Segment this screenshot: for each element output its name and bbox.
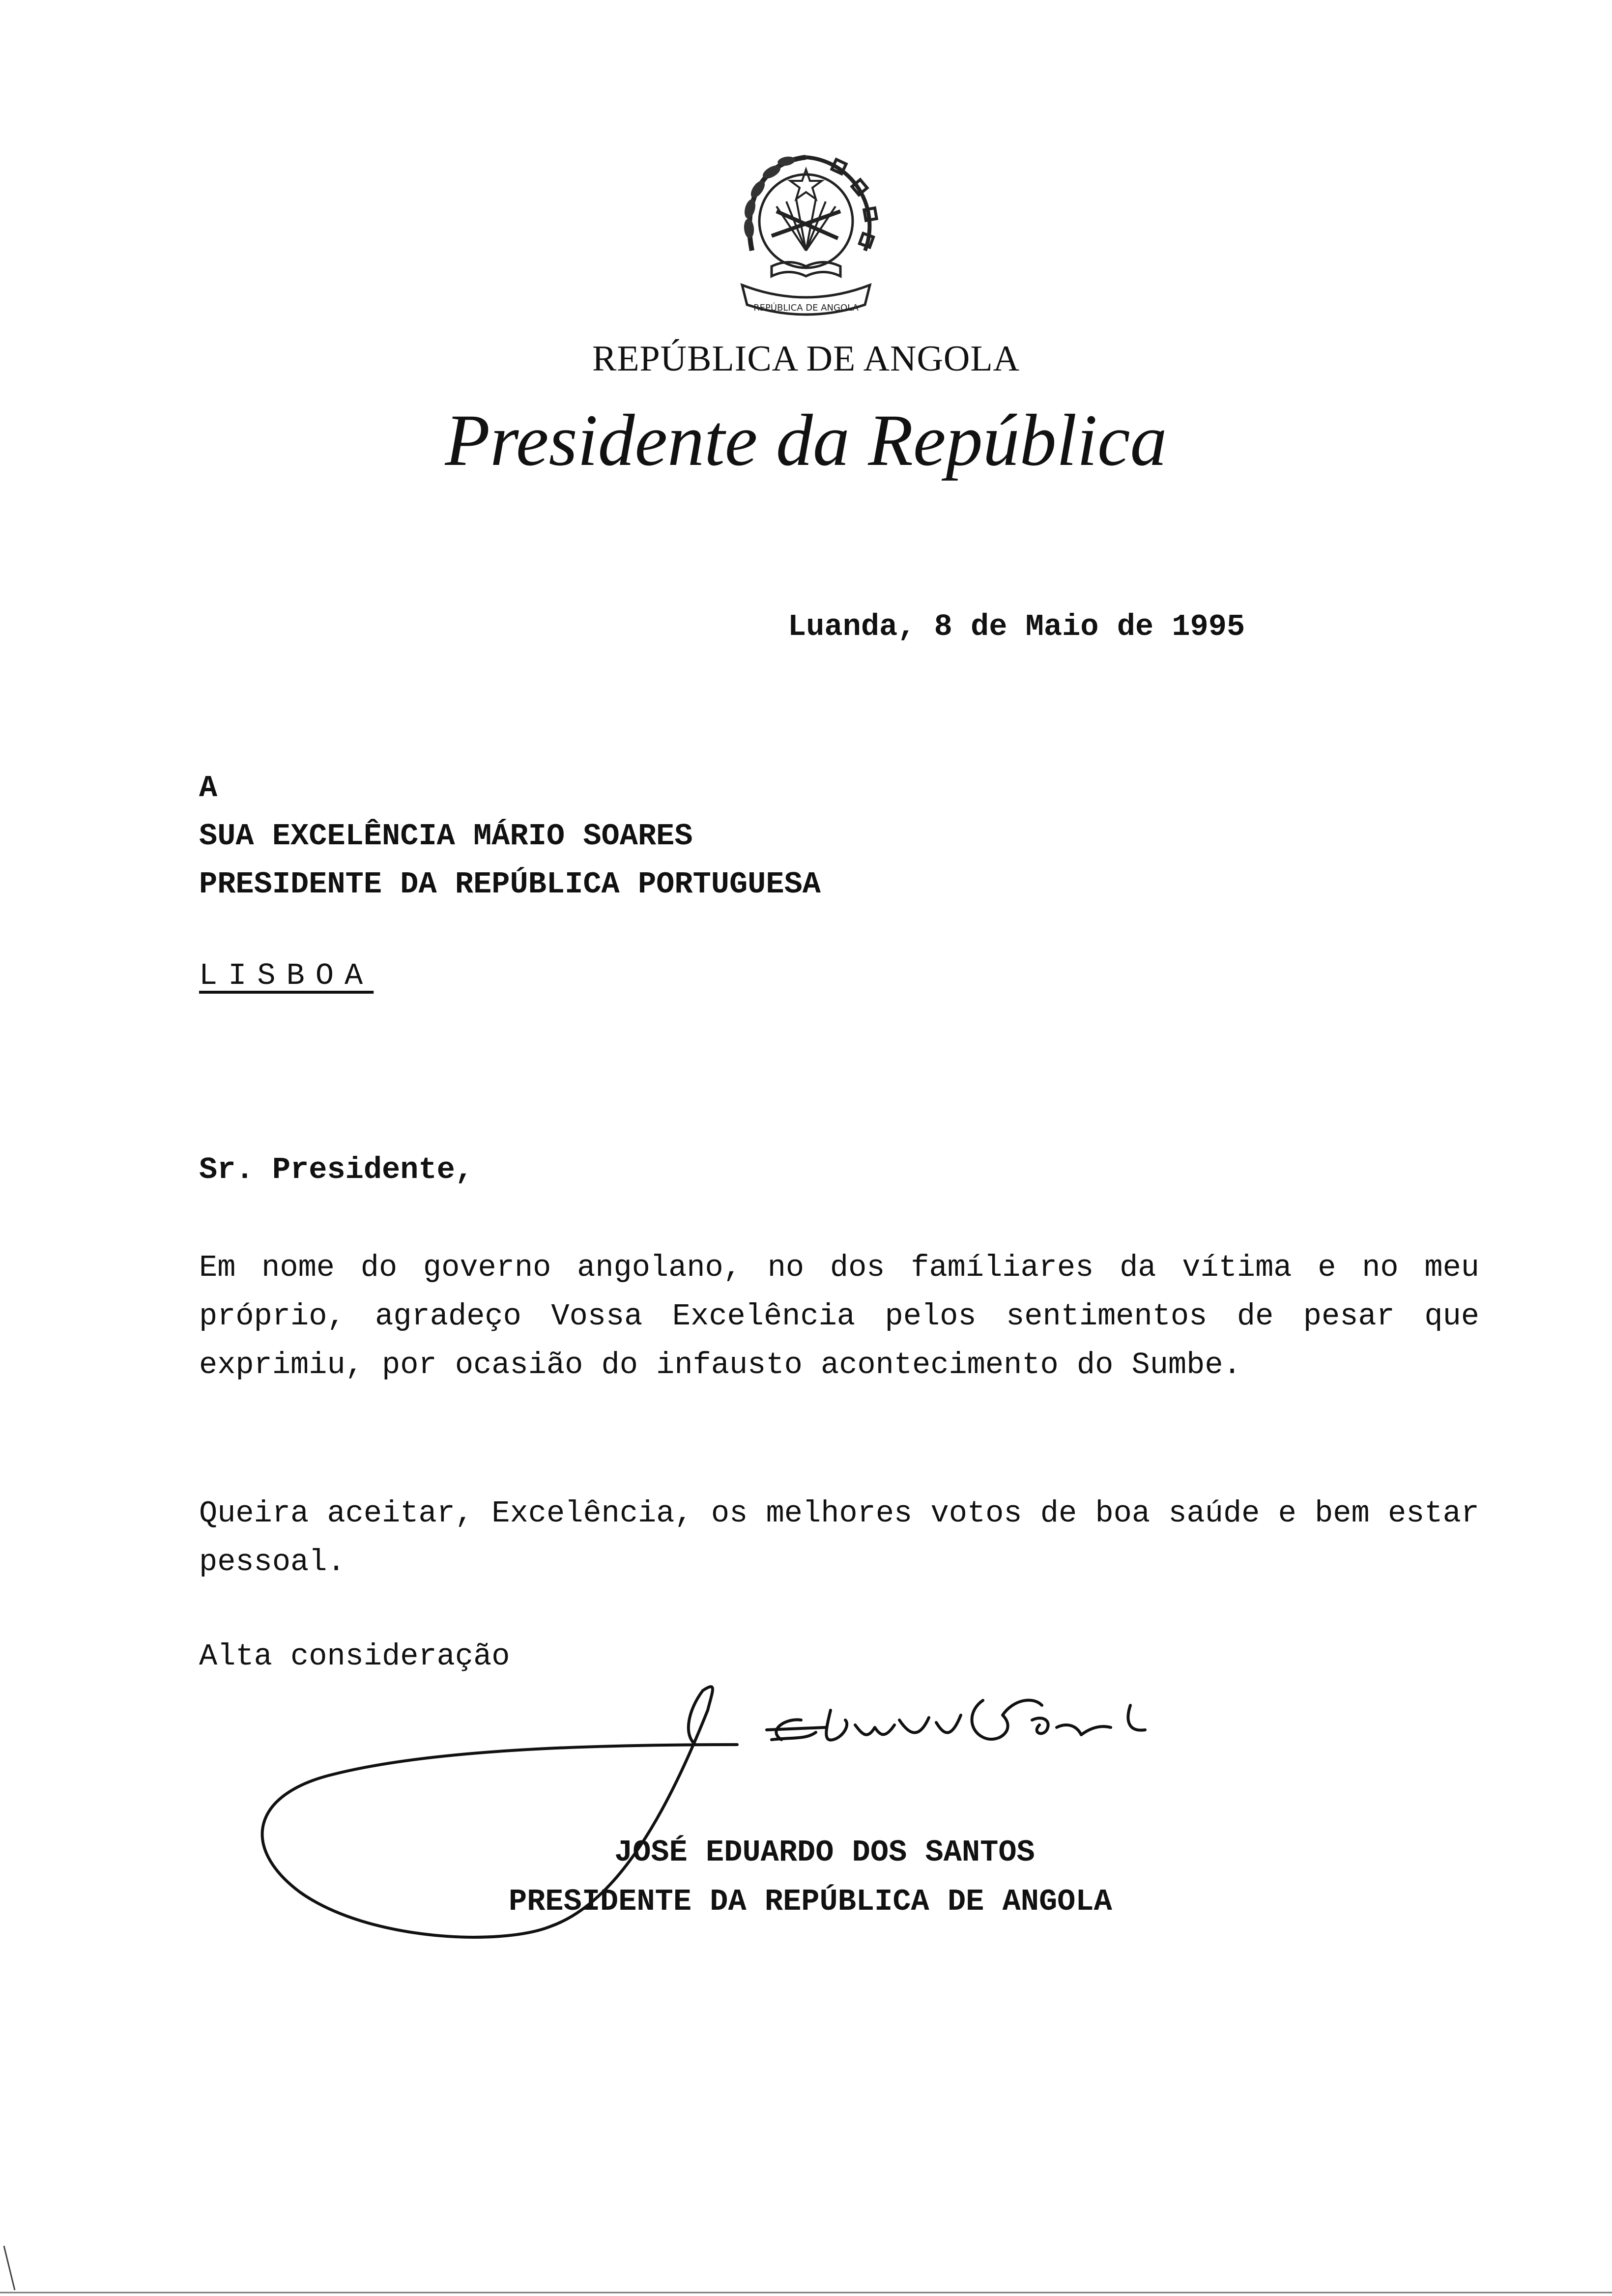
page-edge-scan-artifact [0, 2231, 1612, 2296]
signer-block [509, 1828, 1112, 1926]
closing: Alta consideração [199, 1639, 510, 1674]
angola-coat-of-arms-icon [718, 138, 894, 329]
salutation: Sr. Presidente, [199, 1152, 474, 1187]
body-paragraph-2: Queira aceitar, Excelência, os melhores votos de boa saúde e bem estar pessoal. [199, 1496, 1479, 1579]
country-heading: REPÚBLICA DE ANGOLA [592, 339, 1020, 379]
addressee-title: PRESIDENTE DA REPÚBLICA PORTUGUESA [199, 867, 821, 902]
date-line: Luanda, 8 de Maio de 1995 [788, 609, 1245, 644]
addressee-block [199, 764, 821, 909]
addressee-name: SUA EXCELÊNCIA MÁRIO SOARES [199, 819, 693, 854]
body-paragraph-1: Em nome do governo angolano, no dos famíliares da vítima e no meu próprio, agradeço Vossa Excelência pelos sentimentos de pesar que exprimiu, por ocasião do infausto acontecimento do Sumbe. [199, 1250, 1479, 1382]
svg-text:REPÚBLICA DE ANGOLA: REPÚBLICA DE ANGOLA [753, 303, 859, 313]
signer-title: PRESIDENTE DA REPÚBLICA DE ANGOLA [509, 1884, 1112, 1919]
signer-name: JOSÉ EDUARDO DOS SANTOS [614, 1835, 1035, 1870]
office-heading: Presidente da República [445, 400, 1167, 481]
addressee-prefix: A [199, 771, 218, 805]
addressee-city: LISBOA [199, 958, 374, 993]
